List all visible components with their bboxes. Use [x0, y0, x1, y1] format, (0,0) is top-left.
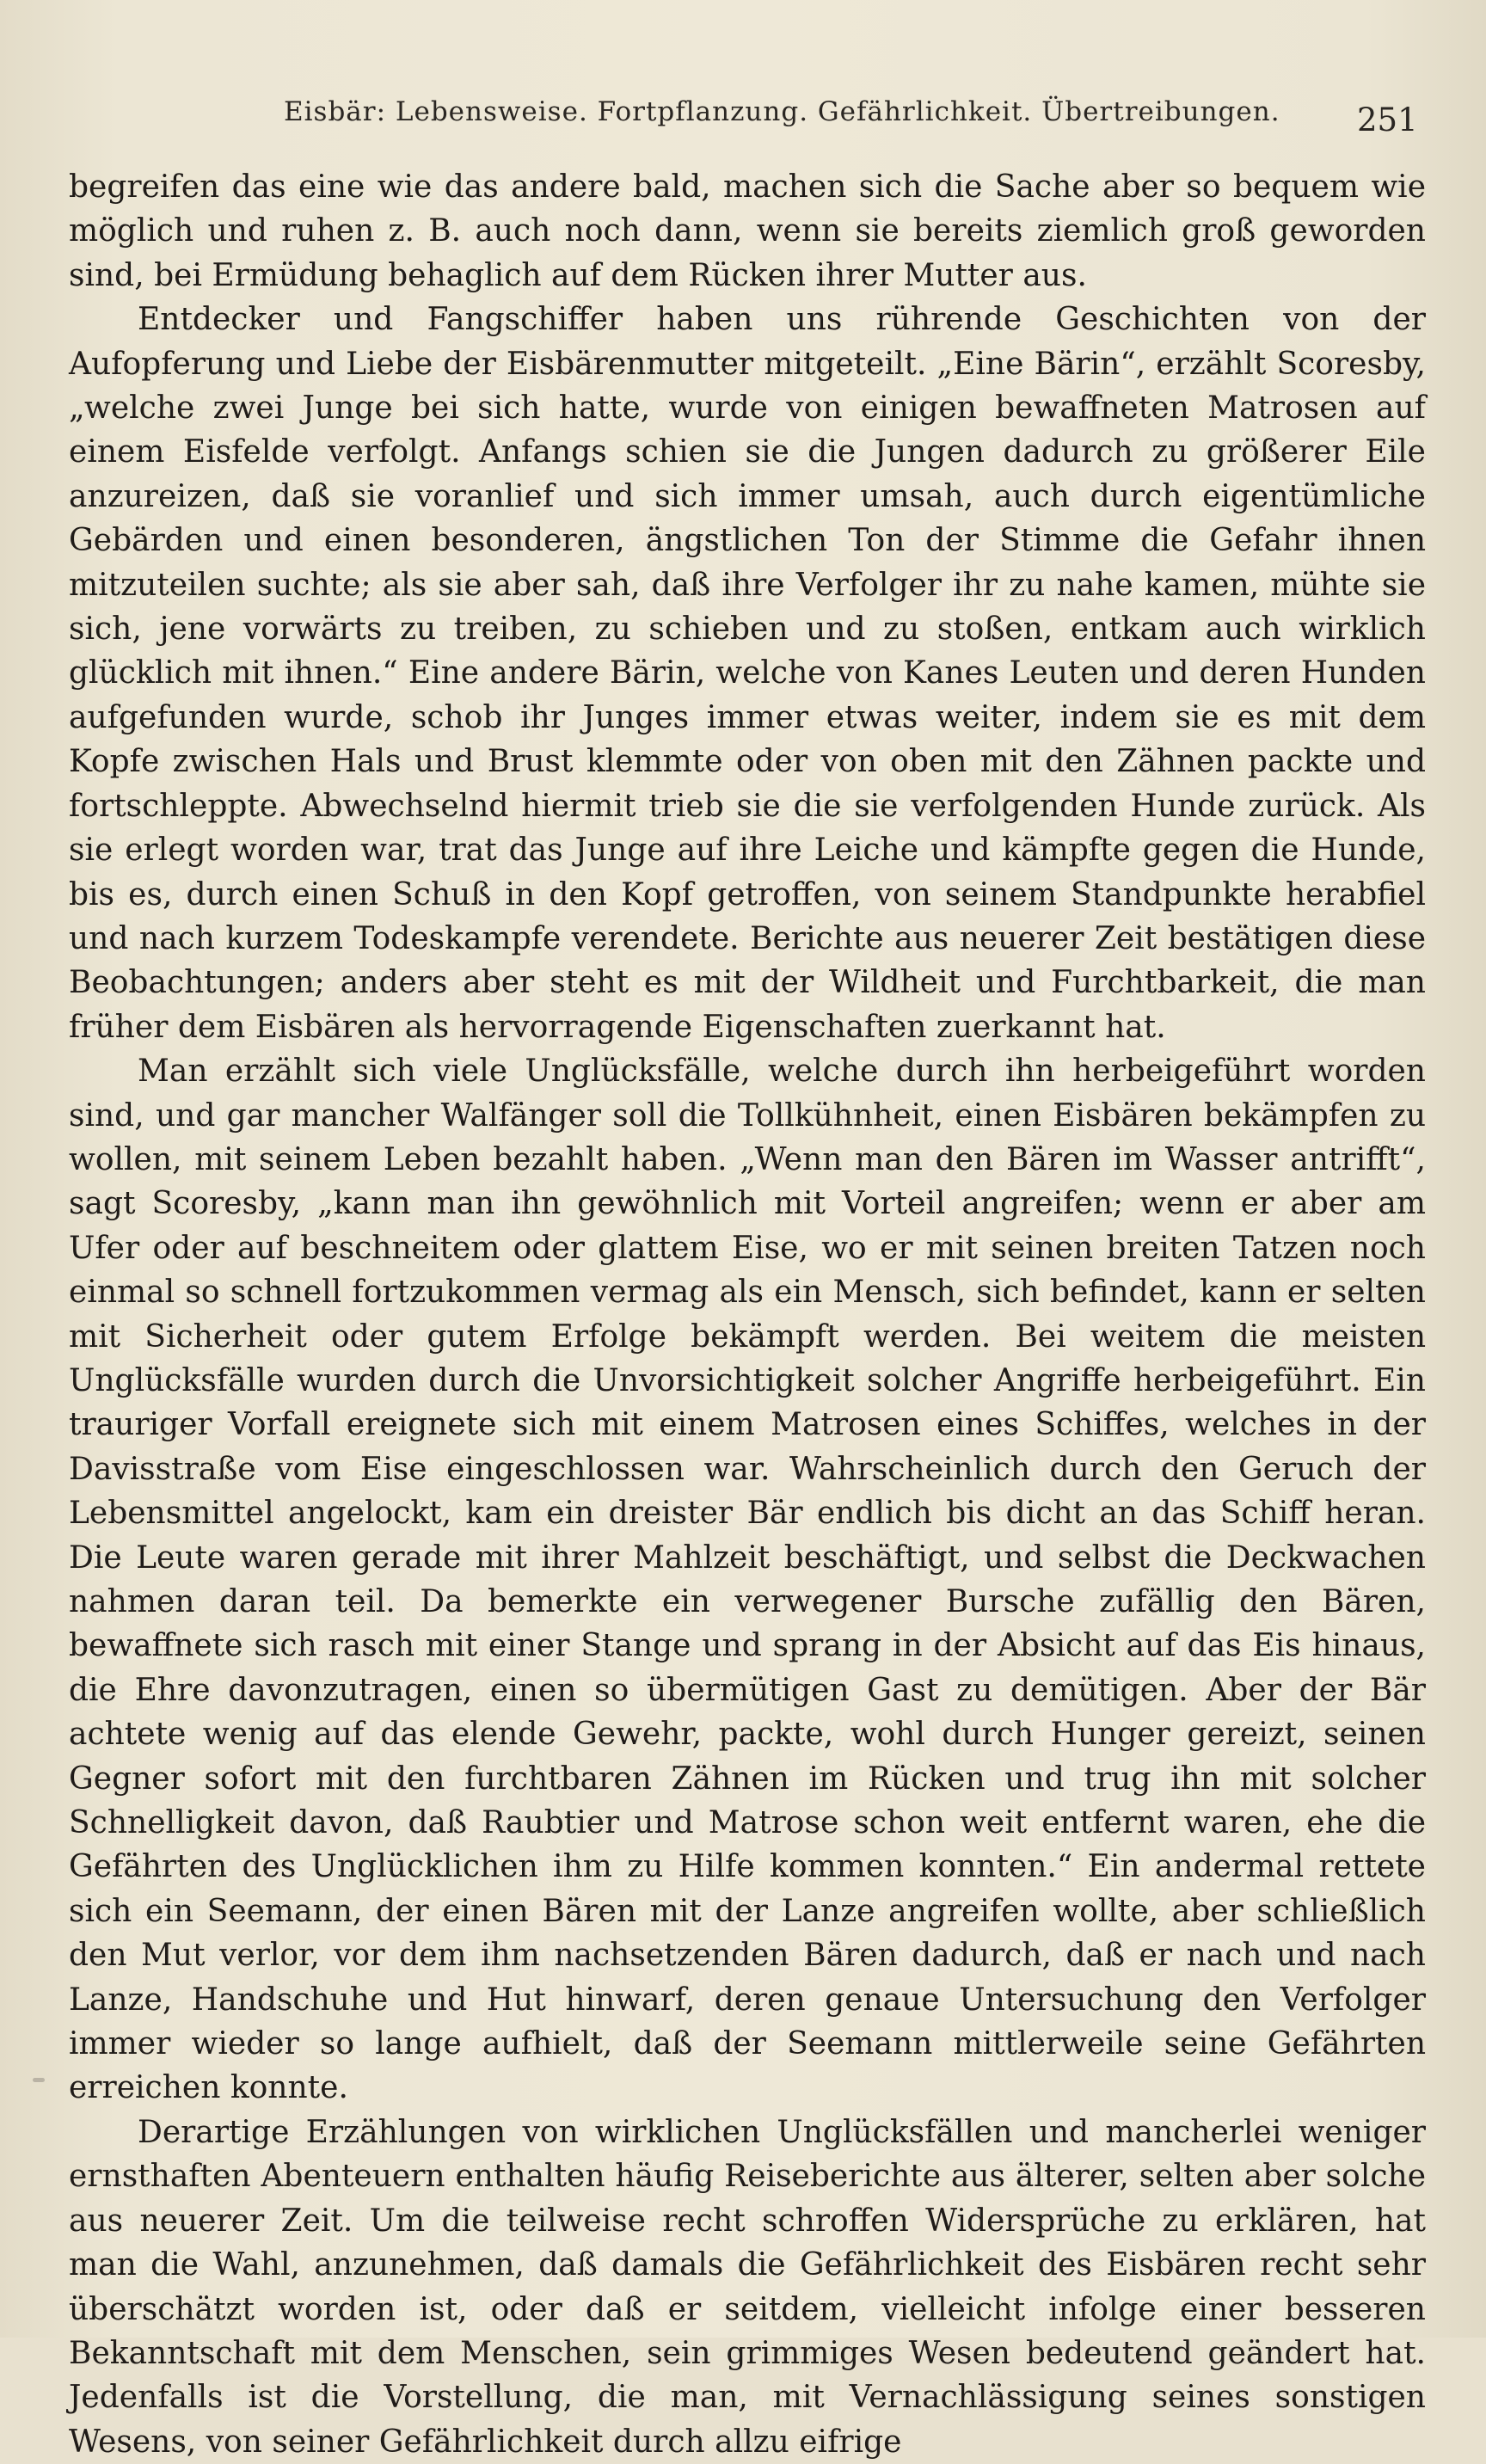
paragraph-adventures: Derartige Erzählungen von wirklichen Unglücksfällen und mancherlei weniger ernsthaften Abenteuern enthalten häufig Reiseberichte aus älterer, selten aber solche aus neuerer Zeit. Um die teilweise recht schroffen Widersprüche zu erklären, hat man die Wahl, anzunehmen, daß damals die Gefährlichkeit des Eisbären recht sehr überschätzt worden ist, oder daß er seitdem, vielleicht infolge einer besseren Bekanntschaft mit dem Menschen, sein grimmiges Wesen bedeutend geändert hat. Jedenfalls ist die Vorstellung, die man, mit Vernachlässigung seines sonstigen Wesens, von seiner Gefährlichkeit durch allzu eifrige: [69, 2114, 1426, 2460]
margin-smudge: [33, 2078, 45, 2082]
page-number: 251: [1357, 101, 1418, 138]
body-text: [69, 165, 1426, 2464]
paragraph-continuation: begreifen das eine wie das andere bald, machen sich die Sache aber so bequem wie möglich und ruhen z. B. auch noch dann, wenn sie bereits ziemlich groß geworden sind, bei Ermüdung behaglich auf dem Rücken ihrer Mutter aus.: [69, 169, 1426, 293]
running-title: Eisbär: Lebensweise. Fortpflanzung. Gefährlichkeit. Übertreibungen.: [284, 96, 1280, 127]
paragraph-accidents: Man erzählt sich viele Unglücksfälle, welche durch ihn herbeigeführt worden sind, und gar mancher Walfänger soll die Tollkühnheit, einen Eisbären bekämpfen zu wollen, mit seinem Leben bezahlt haben. „Wenn man den Bären im Wasser antrifft“, sagt Scoresby, „kann man ihn gewöhnlich mit Vorteil angreifen; wenn er aber am Ufer oder auf beschneitem oder glattem Eise, wo er mit seinen breiten Tatzen noch einmal so schnell fortzukommen vermag als ein Mensch, sich befindet, kann er selten mit Sicherheit oder gutem Erfolge bekämpft werden. Bei weitem die meisten Unglücksfälle wurden durch die Unvorsichtigkeit solcher Angriffe herbeigeführt. Ein trauriger Vorfall ereignete sich mit einem Matrosen eines Schiffes, welches in der Davisstraße vom Eise eingeschlossen war. Wahrscheinlich durch den Geruch der Lebensmittel angelockt, kam ein dreister Bär endlich bis dicht an das Schiff heran. Die Leute waren gerade mit ihrer Mahlzeit beschäftigt, und selbst die Deckwachen nahmen daran teil. Da bemerkte ein verwegener Bursche zufällig den Bären, bewaffnete sich rasch mit einer Stange und sprang in der Absicht auf das Eis hinaus, die Ehre davonzutragen, einen so übermütigen Gast zu demütigen. Aber der Bär achtete wenig auf das elende Gewehr, packte, wohl durch Hunger gereizt, seinen Gegner sofort mit den furchtbaren Zähnen im Rücken und trug ihn mit solcher Schnelligkeit davon, daß Raubtier und Matrose schon weit entfernt waren, ehe die Gefährten des Unglücklichen ihm zu Hilfe kommen konnten.“ Ein andermal rettete sich ein Seemann, der einen Bären mit der Lanze angreifen wollte, aber schließlich den Mut verlor, vor dem ihm nachsetzenden Bären dadurch, daß er nach und nach Lanze, Handschuhe und Hut hinwarf, deren genaue Untersuchung den Verfolger immer wieder so lange aufhielt, daß der Seemann mittlerweile seine Gefährten erreichen konnte.: [69, 1054, 1426, 2106]
paragraph-mother-bear: Entdecker und Fangschiffer haben uns rührende Geschichten von der Aufopferung und Liebe der Eisbärenmutter mitgeteilt. „Eine Bärin“, erzählt Scoresby, „welche zwei Junge bei sich hatte, wurde von einigen bewaffneten Matrosen auf einem Eisfelde verfolgt. Anfangs schien sie die Jungen dadurch zu größerer Eile anzureizen, daß sie voranlief und sich immer umsah, auch durch eigentümliche Gebärden und einen besonderen, ängstlichen Ton der Stimme die Gefahr ihnen mitzuteilen suchte; als sie aber sah, daß ihre Verfolger ihr zu nahe kamen, mühte sie sich, jene vorwärts zu treiben, zu schieben und zu stoßen, entkam auch wirklich glücklich mit ihnen.“ Eine andere Bärin, welche von Kanes Leuten und deren Hunden aufgefunden wurde, schob ihr Junges immer etwas weiter, indem sie es mit dem Kopfe zwischen Hals und Brust klemmte oder von oben mit den Zähnen packte und fortschleppte. Abwechselnd hiermit trieb sie die sie verfolgenden Hunde zurück. Als sie erlegt worden war, trat das Junge auf ihre Leiche und kämpfte gegen die Hunde, bis es, durch einen Schuß in den Kopf getroffen, von seinem Standpunkte herabfiel und nach kurzem Todeskampfe verendete. Berichte aus neuerer Zeit bestätigen diese Beobachtungen; anders aber steht es mit der Wildheit und Furchtbarkeit, die man früher dem Eisbären als hervorragende Eigenschaften zuerkannt hat.: [69, 302, 1426, 1045]
